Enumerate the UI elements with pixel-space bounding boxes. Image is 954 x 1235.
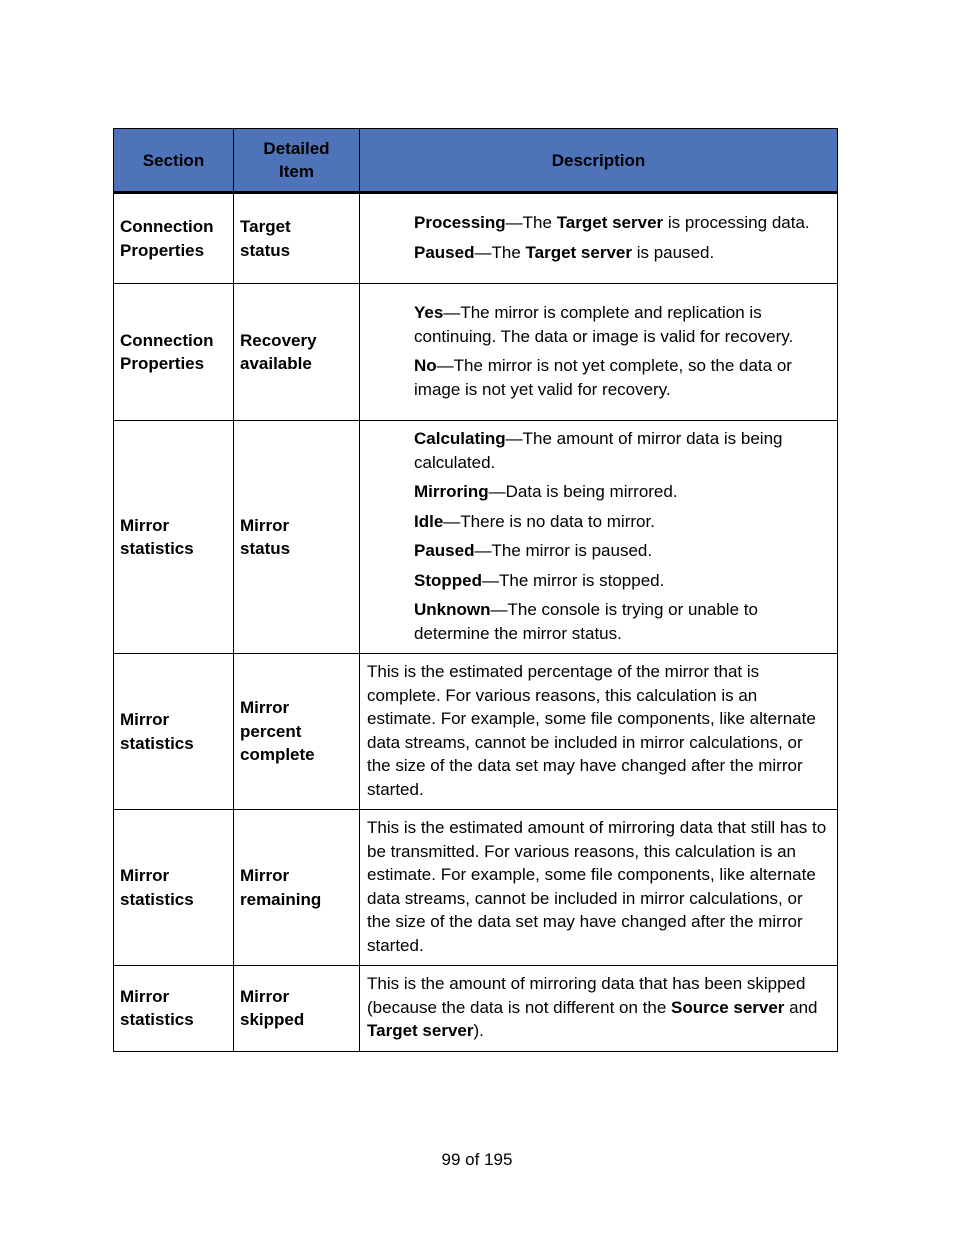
detailed-item-text: Mirror percent complete [240, 698, 315, 765]
option-term: Stopped [414, 570, 482, 590]
description-text: This is the amount of mirroring data that has been skipped (because the data is not different on the [367, 974, 806, 1017]
detailed-item-cell [234, 284, 360, 421]
option-term: Calculating [414, 429, 506, 448]
section-cell [114, 193, 234, 284]
option-text: —The mirror is paused. [474, 541, 653, 560]
description-cell [360, 193, 838, 284]
option-term: Processing [414, 213, 506, 232]
option-entry [414, 241, 829, 265]
description-emphasis: Source server [671, 997, 785, 1017]
header-detailed-item-label: Detailed Item [263, 139, 330, 181]
detailed-item-cell [234, 810, 360, 966]
detailed-item-text: Recovery available [240, 330, 317, 373]
table-row [114, 284, 838, 421]
header-section: Section [114, 129, 234, 193]
description-emphasis: Target server [367, 1021, 474, 1040]
section-text: Mirror statistics [120, 986, 194, 1030]
section-cell [114, 421, 234, 654]
section-cell [114, 654, 234, 810]
description-paragraph: This is the estimated amount of mirroring data that still has to be transmitted. For various reasons, this calculation is an estimate. For example, some file components, like alternate data streams, cannot be included in mirror calculations, or the size of the data set may have changed after the mirror started. [367, 818, 827, 955]
option-emphasis: Target server [525, 242, 632, 262]
option-term: Unknown [414, 600, 491, 619]
option-text: —The [474, 242, 526, 262]
option-text: is processing data. [663, 213, 810, 232]
option-text: —There is no data to mirror. [443, 511, 655, 531]
detailed-item-cell [234, 966, 360, 1052]
section-text: Mirror statistics [120, 866, 194, 909]
table-row [114, 810, 838, 966]
detailed-item-cell [234, 421, 360, 654]
properties-table-container [113, 128, 837, 1052]
option-text: —Data is being mirrored. [488, 482, 678, 501]
description-cell [360, 421, 838, 654]
description-paragraph: This is the estimated percentage of the mirror that is complete. For various reasons, this calculation is an estimate. For example, some file components, like alternate data streams, cannot be included in mirror calculations, or the size of the data set may have changed after the mirror started. [367, 662, 816, 799]
section-cell [114, 284, 234, 421]
option-text: —The mirror is complete and replication is continuing. The data or image is valid for recovery. [414, 303, 794, 346]
section-text: Mirror statistics [120, 515, 194, 558]
option-entry [414, 480, 829, 504]
option-entry [414, 301, 829, 348]
description-cell [360, 966, 838, 1052]
option-text: —The mirror is not yet complete, so the data or image is not yet valid for recovery. [414, 356, 792, 399]
option-term: Idle [414, 511, 444, 531]
table-row [114, 966, 838, 1052]
option-entry [414, 539, 829, 563]
detailed-item-text: Mirror skipped [240, 986, 305, 1030]
table-row [114, 654, 838, 810]
option-emphasis: Target server [556, 213, 664, 232]
page-number: 99 of 195 [441, 1150, 513, 1169]
description-paragraph [367, 972, 829, 1043]
option-text: is paused. [631, 242, 715, 262]
section-text: Connection Properties [120, 330, 214, 373]
option-entry [414, 427, 829, 474]
description-text: ). [473, 1021, 484, 1040]
detailed-item-text: Target status [240, 217, 291, 260]
detailed-item-cell [234, 654, 360, 810]
section-cell [114, 966, 234, 1052]
description-cell [360, 654, 838, 810]
table-header-row [114, 129, 838, 193]
header-description: Description [360, 129, 838, 193]
option-entry [414, 598, 829, 645]
option-term: Yes [414, 303, 444, 322]
detailed-item-cell [234, 193, 360, 284]
table-row [114, 421, 838, 654]
option-text: —The mirror is stopped. [482, 570, 665, 590]
properties-table [113, 128, 838, 1052]
option-text: —The [505, 213, 557, 232]
detailed-item-text: Mirror remaining [240, 866, 322, 909]
header-detailed-item [234, 129, 360, 193]
option-entry [414, 211, 829, 235]
option-text: —The console is trying or unable to determine the mirror status. [414, 600, 758, 643]
description-cell [360, 284, 838, 421]
description-text: and [784, 997, 818, 1017]
option-term: No [414, 356, 437, 375]
option-term: Mirroring [414, 482, 489, 501]
option-text: —The amount of mirror data is being calculated. [414, 429, 783, 472]
option-term: Paused [414, 242, 475, 262]
section-text: Connection Properties [120, 217, 214, 260]
table-row [114, 193, 838, 284]
option-entry [414, 510, 829, 534]
section-text: Mirror statistics [120, 710, 194, 753]
option-entry [414, 354, 829, 401]
option-term: Paused [414, 541, 475, 560]
option-entry [414, 569, 829, 593]
detailed-item-text: Mirror status [240, 515, 291, 558]
description-cell [360, 810, 838, 966]
section-cell [114, 810, 234, 966]
